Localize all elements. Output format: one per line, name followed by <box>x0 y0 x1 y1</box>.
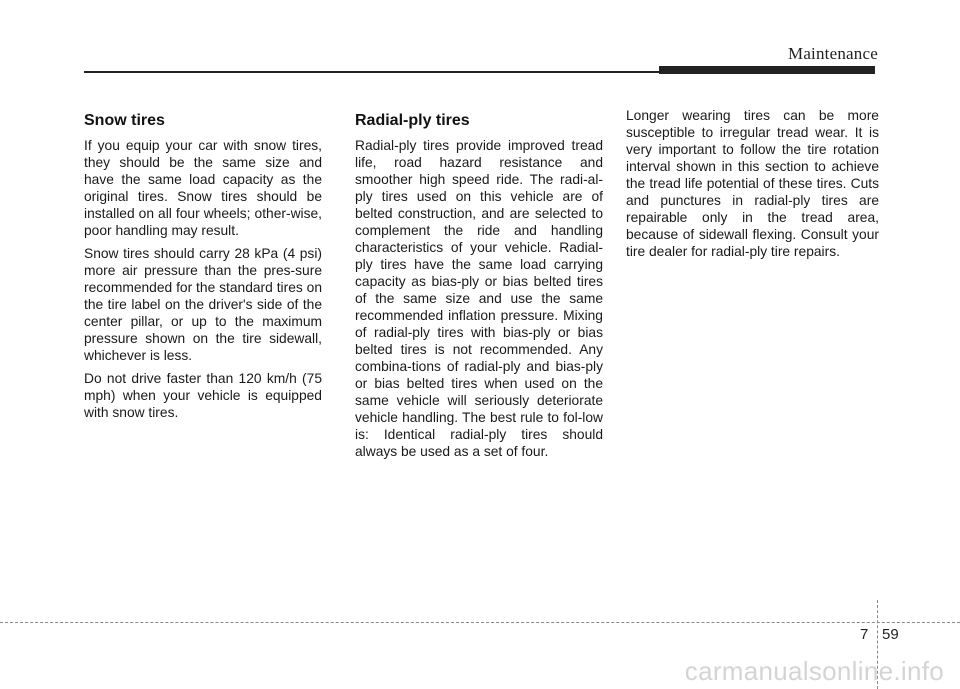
snow-tires-heading: Snow tires <box>84 112 165 129</box>
page-number: 59 <box>882 626 899 643</box>
tire-wear-column <box>626 107 879 266</box>
footer-divider <box>0 622 960 623</box>
snow-tires-paragraph: If you equip your car with snow tires, they should be the same size and have the same load capacity as the original tires. Snow tires should be installed on all four wheels; other-wise, poor handling may result. <box>84 138 322 238</box>
snow-tires-paragraph: Snow tires should carry 28 kPa (4 psi) more air pressure than the pres-sure recommended for the standard tires on the tire label on the driver's side of the center pillar, or up to the maximum pressure shown on the tire sidewall, whichever is less. <box>84 246 322 363</box>
chapter-number: 7 <box>860 626 869 643</box>
radial-ply-column <box>355 111 603 466</box>
watermark: carmanualsonline.info <box>684 656 944 686</box>
header-rule-bar <box>659 66 875 74</box>
snow-tires-column <box>84 111 322 427</box>
snow-tires-paragraph: Do not drive faster than 120 km/h (75 mph) when your vehicle is equipped with snow tires. <box>84 371 322 420</box>
header-rule <box>84 71 659 73</box>
tire-wear-paragraph: Longer wearing tires can be more susceptible to irregular tread wear. It is very important to follow the tire rotation interval shown in this section to achieve the tread life potential of these tires. Cuts and punctures in radial-ply tires are repairable only in the tread area, because of sidewall flexing. Consult your tire dealer for radial-ply tire repairs. <box>626 108 879 259</box>
radial-ply-heading: Radial-ply tires <box>355 112 470 129</box>
radial-ply-paragraph: Radial-ply tires provide improved tread life, road hazard resistance and smoother high speed ride. The radi-al-ply tires used on this vehicle are of belted construction, and are selected to complement the ride and handling characteristics of your vehicle. Radial-ply tires have the same load carrying capacity as bias-ply or bias belted tires of the same size and use the same recommended inflation pressure. Mixing of radial-ply tires with bias-ply or bias belted tires is not recommended. Any combina-tions of radial-ply and bias-ply or bias belted tires when used on the same vehicle will seriously deteriorate vehicle handling. The best rule to fol-low is: Identical radial-ply tires should always be used as a set of four. <box>355 138 603 459</box>
section-title: Maintenance <box>788 44 878 63</box>
